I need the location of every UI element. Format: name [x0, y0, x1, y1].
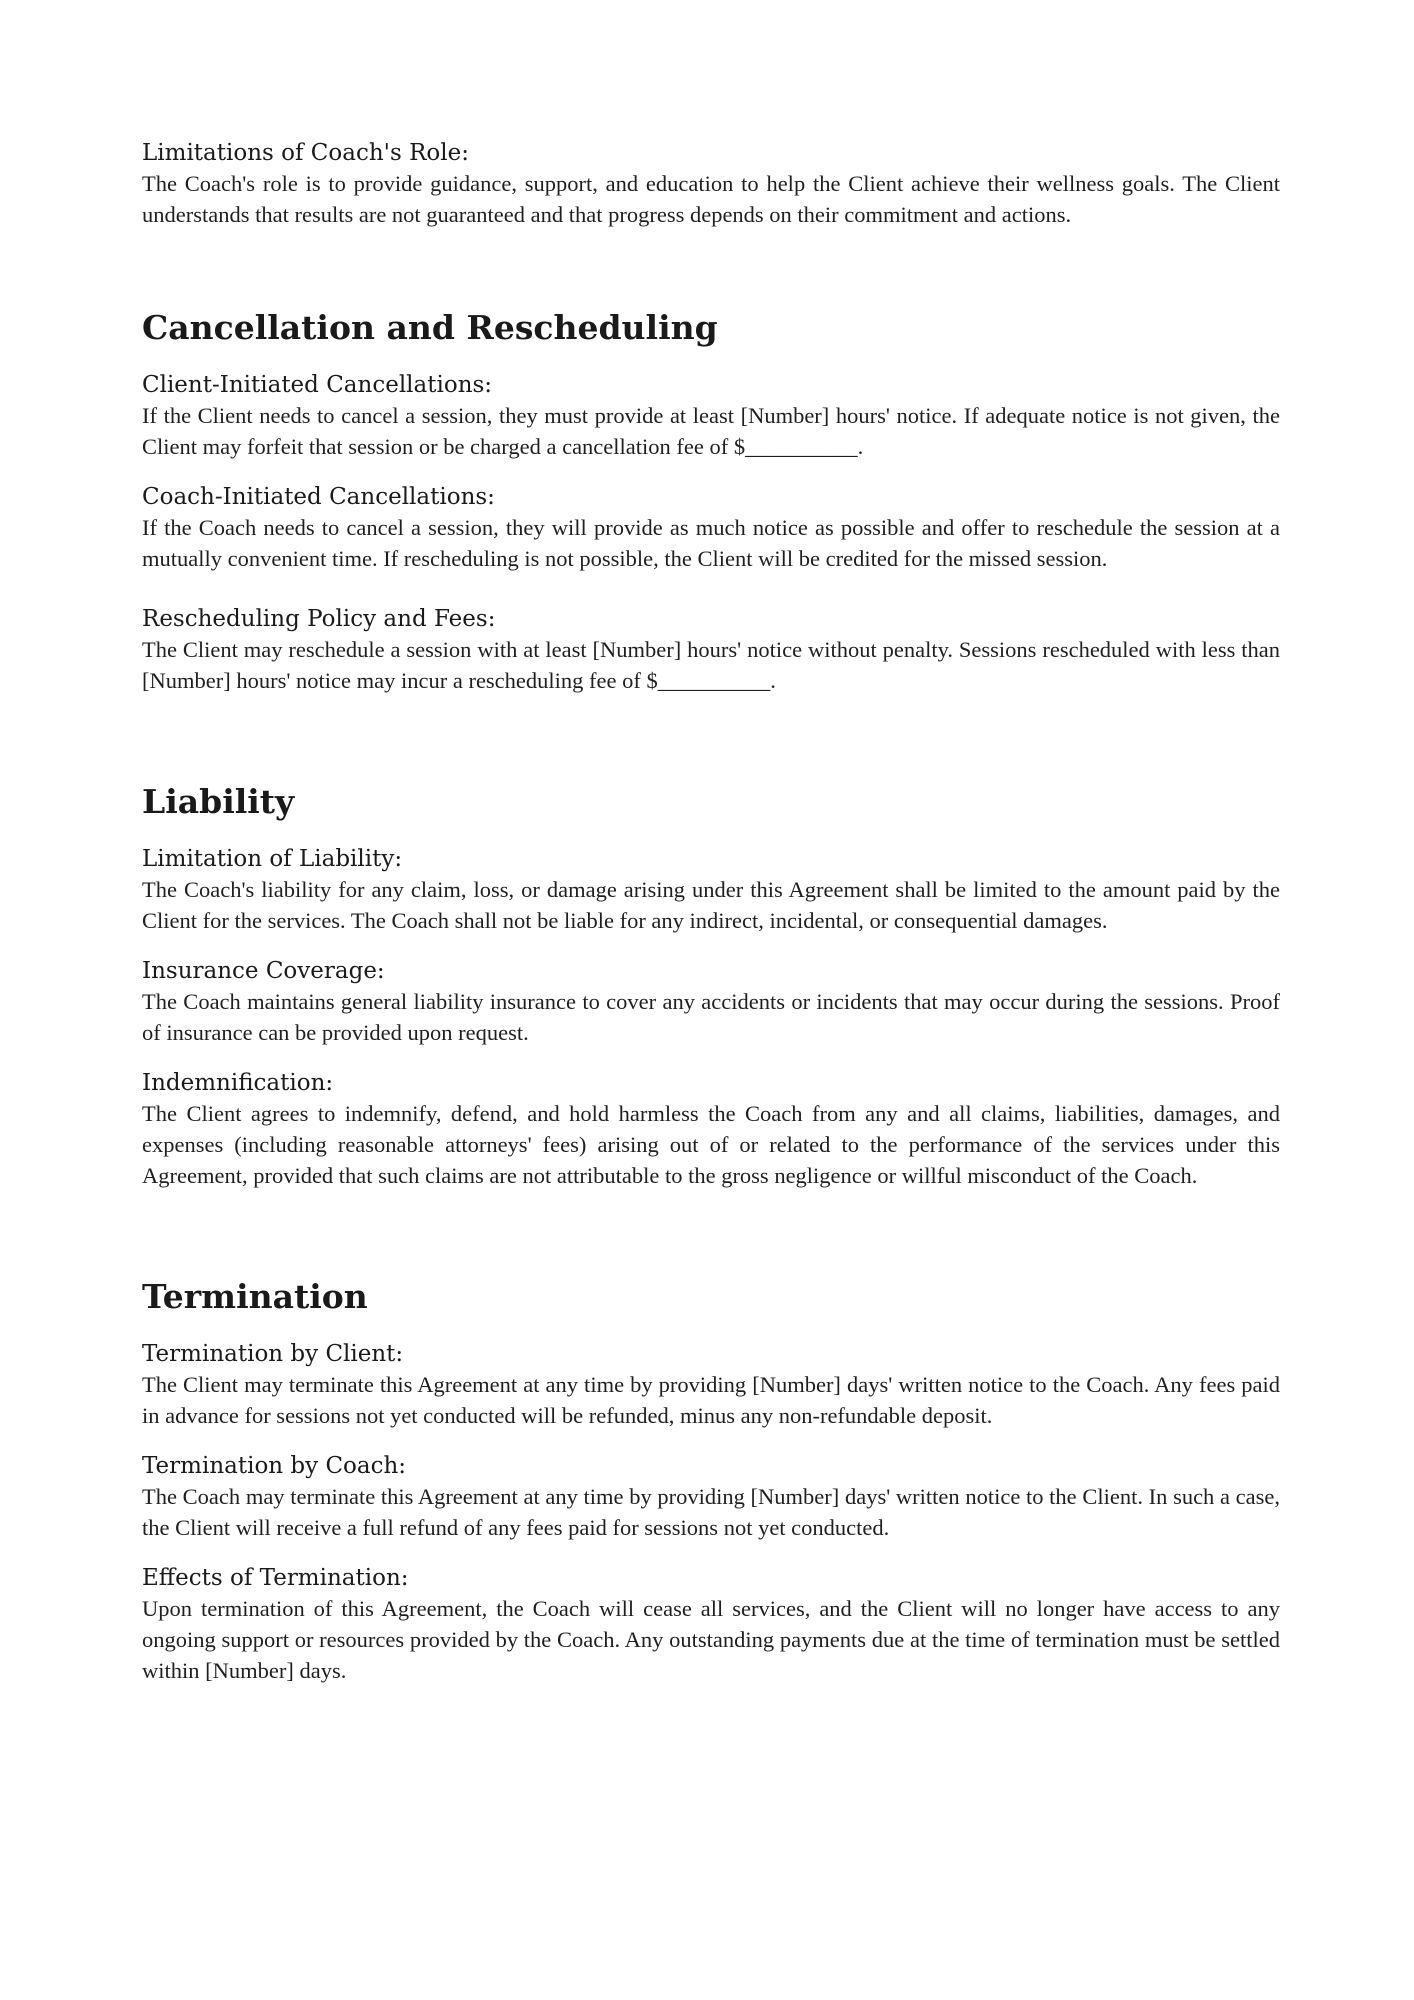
sub-heading-indemnification: Indemnification: — [142, 1070, 334, 1096]
sub-heading-rescheduling-policy: Rescheduling Policy and Fees: — [142, 606, 496, 632]
paragraph-limitation-of-liability: The Coach's liability for any claim, loss, or damage arising under this Agreement shall be limited to the amount paid by the Client for the services. The Coach shall not be liable for any indirect, incidental, or consequential damages. — [142, 877, 1280, 933]
sub-heading-limitation-of-liability: Limitation of Liability: — [142, 846, 403, 872]
subsection-limitation-of-liability — [142, 844, 1280, 936]
section-heading-termination: Termination — [142, 1277, 368, 1316]
paragraph-coach-initiated-cancellations: If the Coach needs to cancel a session, they will provide as much notice as possible and offer to reschedule the session at a mutually convenient time. If rescheduling is not possible, the Client will be credited for the missed session. — [142, 515, 1280, 571]
paragraph-termination-by-coach: The Coach may terminate this Agreement at any time by providing [Number] days' written notice to the Client. In such a case, the Client will receive a full refund of any fees paid for sessions not yet conducted. — [142, 1484, 1280, 1540]
subsection-insurance-coverage — [142, 956, 1280, 1048]
subsection-indemnification — [142, 1068, 1280, 1191]
sub-heading-coach-initiated-cancellations: Coach-Initiated Cancellations: — [142, 484, 495, 510]
paragraph-insurance-coverage: The Coach maintains general liability insurance to cover any accidents or incidents that may occur during the sessions. Proof of insurance can be provided upon request. — [142, 989, 1280, 1045]
intro-block — [142, 138, 1280, 230]
paragraph-termination-by-client: The Client may terminate this Agreement at any time by providing [Number] days' written notice to the Coach. Any fees paid in advance for sessions not yet conducted will be refunded, minus any non-refundable deposit. — [142, 1372, 1280, 1428]
paragraph-limitations-of-coachs-role: The Coach's role is to provide guidance, support, and education to help the Client achieve their wellness goals. The Client understands that results are not guaranteed and that progress depends on their commitment and actions. — [142, 171, 1280, 227]
sub-heading-insurance-coverage: Insurance Coverage: — [142, 958, 385, 984]
section-liability — [142, 782, 1280, 1191]
subsection-client-initiated-cancellations — [142, 370, 1280, 462]
subsection-rescheduling-policy — [142, 604, 1280, 696]
paragraph-client-initiated-cancellations: If the Client needs to cancel a session, they must provide at least [Number] hours' notice. If adequate notice is not given, the Client may forfeit that session or be charged a cancellation fee of $__________. — [142, 403, 1280, 459]
subsection-effects-of-termination — [142, 1563, 1280, 1686]
sub-heading-effects-of-termination: Effects of Termination: — [142, 1565, 409, 1591]
paragraph-rescheduling-policy: The Client may reschedule a session with at least [Number] hours' notice without penalty. Sessions rescheduled with less than [Number] hours' notice may incur a rescheduling fee of $__________. — [142, 637, 1280, 693]
section-heading-liability: Liability — [142, 782, 295, 821]
subsection-termination-by-coach — [142, 1451, 1280, 1543]
sub-heading-client-initiated-cancellations: Client-Initiated Cancellations: — [142, 372, 493, 398]
paragraph-effects-of-termination: Upon termination of this Agreement, the Coach will cease all services, and the Client will no longer have access to any ongoing support or resources provided by the Coach. Any outstanding payments due at the time of termination must be settled within [Number] days. — [142, 1596, 1280, 1683]
sub-heading-limitations-of-coachs-role: Limitations of Coach's Role: — [142, 140, 469, 166]
document-page — [142, 138, 1280, 1772]
section-heading-cancellation: Cancellation and Rescheduling — [142, 308, 718, 347]
subsection-coach-initiated-cancellations — [142, 482, 1280, 574]
paragraph-indemnification: The Client agrees to indemnify, defend, and hold harmless the Coach from any and all claims, liabilities, damages, and expenses (including reasonable attorneys' fees) arising out of or related to the performance of the services under this Agreement, provided that such claims are not attributable to the gross negligence or willful misconduct of the Coach. — [142, 1101, 1280, 1188]
sub-heading-termination-by-client: Termination by Client: — [142, 1341, 404, 1367]
subsection-termination-by-client — [142, 1339, 1280, 1431]
section-termination — [142, 1277, 1280, 1686]
sub-heading-termination-by-coach: Termination by Coach: — [142, 1453, 407, 1479]
section-cancellation-and-rescheduling — [142, 308, 1280, 696]
